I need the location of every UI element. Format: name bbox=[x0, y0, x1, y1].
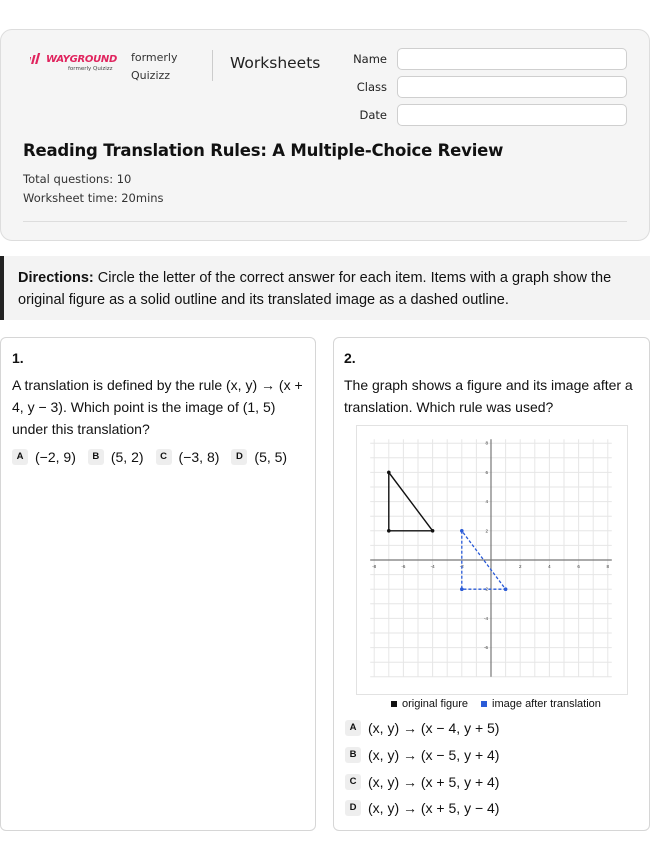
x-tick-label: 6 bbox=[577, 564, 580, 569]
y-tick-label: 8 bbox=[485, 440, 488, 446]
name-label: Name bbox=[353, 52, 387, 66]
option-c-text[interactable]: (x, y) → (x + 5, y + 4) bbox=[368, 774, 500, 790]
option-d-text[interactable]: (x, y) → (x + 5, y − 4) bbox=[368, 800, 500, 816]
graph-legend bbox=[391, 698, 601, 710]
original-vertex bbox=[387, 471, 391, 475]
question-number: 2. bbox=[344, 350, 356, 366]
x-tick-label: 4 bbox=[548, 564, 551, 569]
x-tick-label: 2 bbox=[518, 564, 522, 569]
option-c-letter[interactable]: C bbox=[345, 774, 361, 790]
image-vertex bbox=[460, 529, 464, 533]
x-tick-label: -4 bbox=[430, 564, 435, 569]
option-d-text[interactable]: (5, 5) bbox=[254, 449, 288, 465]
question-text: A translation is defined by the rule (x, y) → (x + 4, y − 3). Which point is the image of (1, 5) under this translation? bbox=[12, 377, 303, 437]
option-d[interactable] bbox=[345, 800, 499, 816]
logo-subtext: formerly Quizizz bbox=[68, 66, 113, 72]
option-a-text[interactable]: (x, y) → (x − 4, y + 5) bbox=[368, 720, 500, 736]
option-b[interactable] bbox=[345, 747, 499, 763]
question-card-1 bbox=[0, 337, 316, 831]
worksheet-title: Reading Translation Rules: A Multiple-Choice Review bbox=[23, 141, 504, 160]
options-row bbox=[12, 449, 299, 465]
logo-wordmark: WAYGROUND bbox=[46, 53, 118, 65]
header-rule bbox=[23, 221, 627, 222]
directions-box bbox=[0, 256, 650, 320]
name-field[interactable] bbox=[397, 48, 627, 70]
option-c[interactable] bbox=[345, 774, 499, 790]
date-field[interactable] bbox=[397, 104, 627, 126]
y-tick-label: -6 bbox=[483, 645, 488, 651]
y-tick-label: -2 bbox=[483, 586, 488, 592]
class-field[interactable] bbox=[397, 76, 627, 98]
class-label: Class bbox=[356, 80, 387, 94]
y-tick-label: 2 bbox=[485, 528, 488, 534]
question-number: 1. bbox=[12, 350, 24, 366]
legend-image-label: image after translation bbox=[492, 698, 601, 710]
wayground-logo bbox=[30, 53, 118, 72]
option-b-text[interactable]: (x, y) → (x − 5, y + 4) bbox=[368, 747, 500, 763]
option-a-text[interactable]: (−2, 9) bbox=[35, 449, 76, 465]
formerly-label: formerly Quizizz bbox=[131, 51, 178, 82]
x-tick-label: 8 bbox=[606, 564, 610, 569]
option-d-letter[interactable]: D bbox=[345, 800, 361, 816]
directions-label: Directions: bbox=[18, 270, 94, 286]
option-c-text[interactable]: (−3, 8) bbox=[178, 449, 220, 465]
option-c-letter[interactable]: C bbox=[156, 449, 172, 465]
image-vertex bbox=[504, 587, 508, 591]
product-label: Worksheets bbox=[230, 54, 321, 72]
worksheet-time: Worksheet time: 20mins bbox=[23, 191, 164, 205]
y-tick-label: 6 bbox=[485, 469, 488, 475]
date-label: Date bbox=[359, 108, 387, 122]
option-a-letter[interactable]: A bbox=[345, 720, 361, 736]
option-b-text[interactable]: (5, 2) bbox=[110, 449, 144, 465]
x-tick-label: -2 bbox=[459, 564, 464, 569]
option-b-letter[interactable]: B bbox=[88, 449, 104, 465]
logo-mark-icon bbox=[30, 53, 44, 65]
original-figure-swatch bbox=[391, 701, 397, 707]
image-swatch bbox=[481, 701, 487, 707]
question-text: The graph shows a figure and its image after a translation. Which rule was used? bbox=[344, 377, 633, 415]
coordinate-plane bbox=[357, 426, 627, 694]
x-tick-label: -6 bbox=[401, 564, 406, 569]
directions-text: Circle the letter of the correct answer for each item. Items with a graph show the original figure as a solid outline and its translated image as a dashed outline. bbox=[18, 270, 612, 308]
option-a[interactable] bbox=[345, 720, 499, 736]
x-tick-label: -8 bbox=[372, 564, 377, 569]
option-a-letter[interactable]: A bbox=[12, 449, 28, 465]
total-questions: Total questions: 10 bbox=[23, 172, 132, 186]
y-tick-label: -4 bbox=[483, 615, 488, 621]
y-tick-label: 4 bbox=[485, 499, 488, 505]
legend-original-label: original figure bbox=[402, 698, 469, 710]
image-vertex bbox=[460, 587, 464, 591]
original-vertex bbox=[431, 529, 435, 533]
coordinate-graph bbox=[356, 425, 628, 695]
option-d-letter[interactable]: D bbox=[231, 449, 247, 465]
header-divider bbox=[212, 50, 213, 81]
option-b-letter[interactable]: B bbox=[345, 747, 361, 763]
original-vertex bbox=[387, 529, 391, 533]
